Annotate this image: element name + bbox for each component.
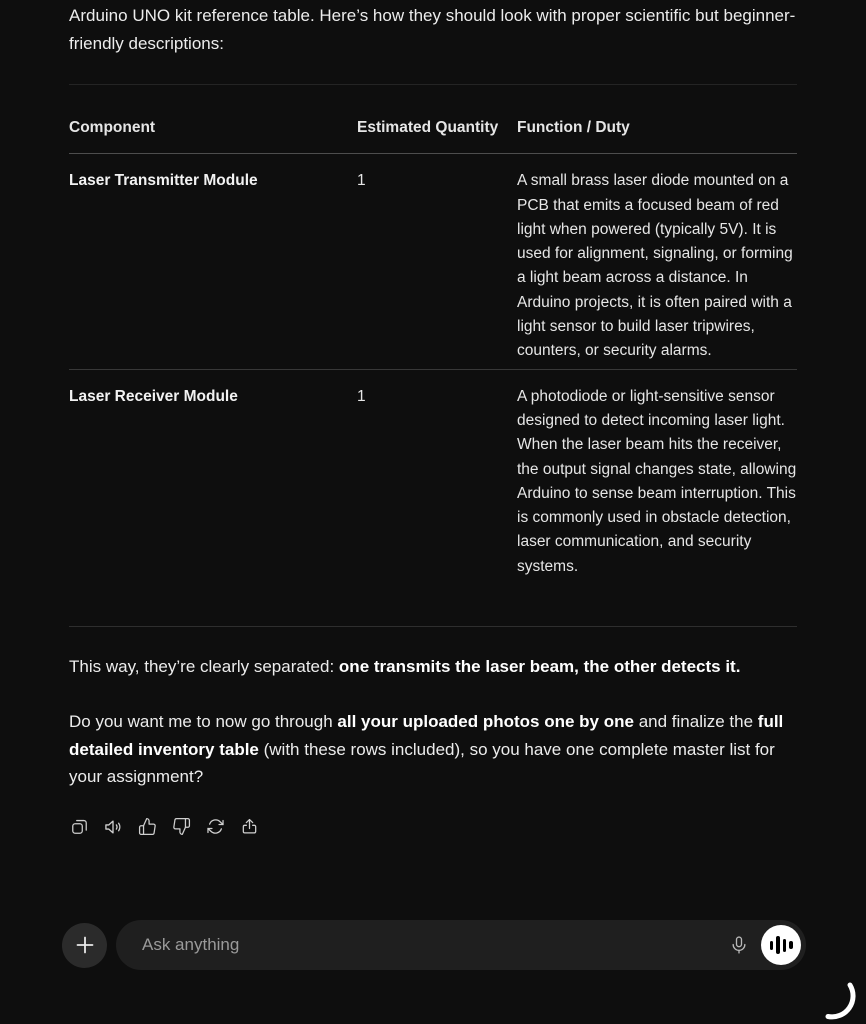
share-icon xyxy=(240,817,259,836)
voice-mode-button[interactable] xyxy=(761,925,801,965)
column-header-quantity: Estimated Quantity xyxy=(357,119,499,136)
regenerate-icon xyxy=(206,817,225,836)
component-quantity: 1 xyxy=(357,172,366,190)
read-aloud-button[interactable] xyxy=(103,817,123,837)
summary-bold-text: one transmits the laser beam, the other detects it. xyxy=(338,657,741,677)
question-bold-text: all your uploaded photos one by one xyxy=(337,712,634,732)
column-header-component: Component xyxy=(69,119,156,136)
thumbs-up-button[interactable] xyxy=(137,817,157,837)
summary-paragraph xyxy=(69,653,797,681)
component-function: A small brass laser diode mounted on a PCB that emits a focused beam of red light when powered (typically 5V). It is used for alignment, signaling, or forming a light beam across a distance. In Arduino projects, it is often paired with a light sensor to build laser tripwires, counters, or security alarms. xyxy=(517,172,793,360)
question-text: Do you want me to now go through xyxy=(69,712,338,732)
copy-button[interactable] xyxy=(69,817,89,837)
message-actions xyxy=(69,817,797,837)
thumbs-down-icon xyxy=(172,817,191,836)
column-header-function: Function / Duty xyxy=(517,119,630,136)
chat-input[interactable] xyxy=(142,935,723,955)
read-aloud-icon xyxy=(103,817,123,837)
regenerate-button[interactable] xyxy=(205,817,225,837)
question-paragraph xyxy=(69,708,797,791)
component-name: Laser Receiver Module xyxy=(69,387,238,405)
copy-icon xyxy=(70,817,89,836)
voice-waveform-icon xyxy=(770,936,793,954)
component-table xyxy=(69,84,797,627)
message-intro: Arduino UNO kit reference table. Here’s how they should look with proper scientific but beginner-friendly descriptions: xyxy=(69,6,796,53)
summary-text: This way, they’re clearly separated: xyxy=(69,657,339,677)
share-button[interactable] xyxy=(239,817,259,837)
table-row xyxy=(69,154,797,368)
table-header-row xyxy=(69,85,797,154)
component-function: A photodiode or light-sensitive sensor designed to detect incoming laser light. When the laser beam hits the receiver, the output signal changes state, allowing Arduino to sense beam interruption. This is commonly used in obstacle detection, laser communication, and security systems. xyxy=(517,387,797,575)
mic-icon xyxy=(729,935,749,955)
table-row xyxy=(69,369,797,626)
question-text: and finalize the xyxy=(633,712,758,732)
composer-bar xyxy=(62,920,806,970)
chat-input-pill xyxy=(116,920,806,970)
component-quantity: 1 xyxy=(357,387,366,405)
thumbs-down-button[interactable] xyxy=(171,817,191,837)
question-text: (with these rows included), so you have one complete master list for your assignment? xyxy=(69,739,775,787)
question-bold-text: full detailed inventory table xyxy=(69,712,784,759)
component-name: Laser Transmitter Module xyxy=(69,172,258,190)
thumbs-up-icon xyxy=(138,817,157,836)
dictate-button[interactable] xyxy=(723,929,755,961)
loading-spinner-icon xyxy=(806,970,858,1022)
plus-icon xyxy=(73,933,97,957)
attach-button[interactable] xyxy=(62,923,107,968)
